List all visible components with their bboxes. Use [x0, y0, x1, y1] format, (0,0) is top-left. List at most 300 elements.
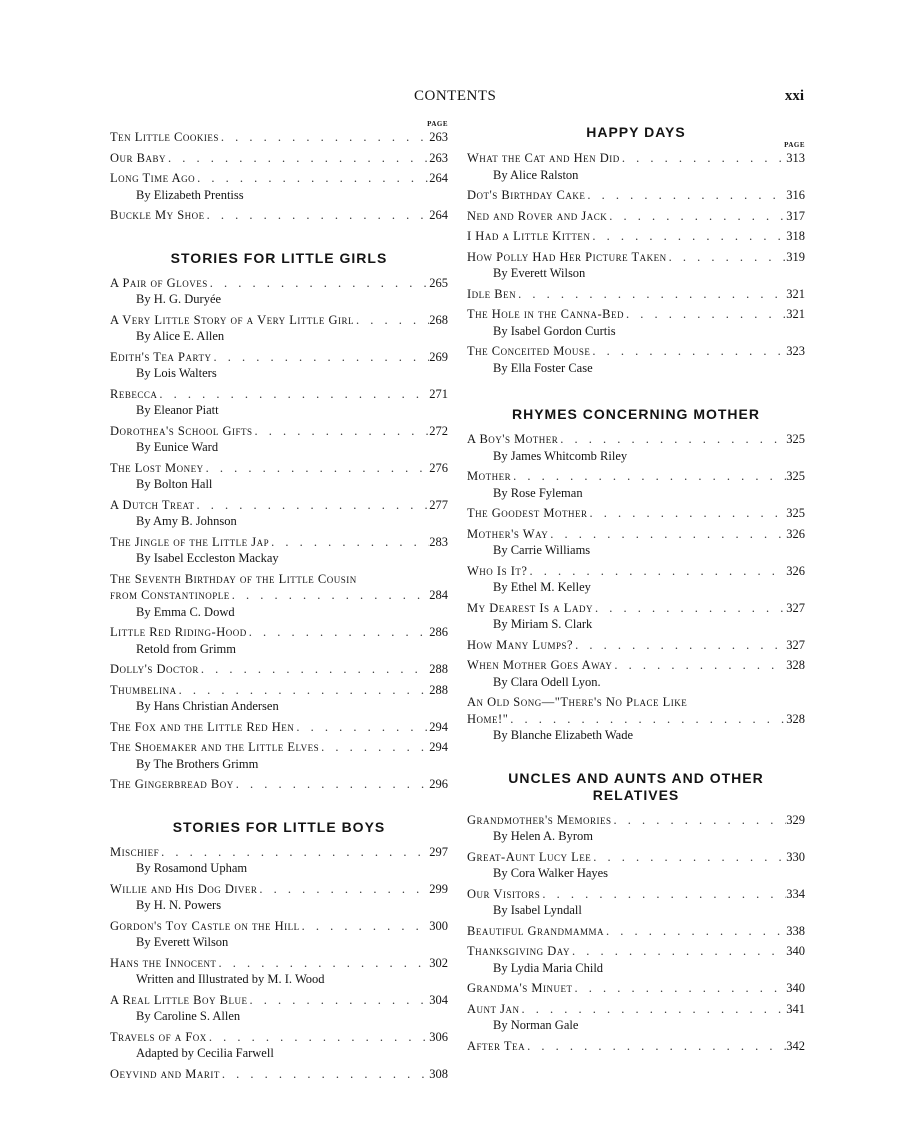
entry-page-number: 294	[429, 740, 448, 754]
dot-leader	[195, 170, 429, 187]
entry-page-number: 325	[786, 506, 805, 520]
toc-entry	[110, 955, 448, 992]
dot-leader	[520, 1001, 787, 1018]
dot-leader	[511, 468, 786, 485]
toc-entry	[110, 844, 448, 881]
entry-row	[467, 526, 805, 543]
dot-leader	[624, 306, 786, 323]
dot-leader	[257, 881, 429, 898]
toc-entry	[110, 992, 448, 1029]
entry-author: By Clara Odell Lyon.	[493, 674, 601, 689]
dot-leader	[159, 844, 429, 861]
entry-title: Oeyvind and Marit	[110, 1066, 220, 1081]
entry-row	[467, 228, 805, 245]
entry-row	[467, 886, 805, 903]
entry-title: Thanksgiving Day	[467, 944, 570, 958]
entry-author: By Rose Fyleman	[493, 485, 583, 500]
entry-row	[467, 150, 805, 167]
toc-entry	[467, 505, 805, 526]
toc-entry	[467, 563, 805, 600]
entry-page-number: 302	[429, 955, 448, 970]
dot-leader	[590, 228, 786, 245]
entry-page-number: 294	[429, 719, 448, 734]
dot-leader	[177, 682, 430, 699]
entry-title: Mischief	[110, 844, 160, 859]
entry-author: By Everett Wilson	[493, 266, 586, 280]
entry-row	[110, 207, 448, 224]
entry-title: I Had a Little Kitten	[467, 229, 591, 243]
toc-entry	[467, 694, 805, 748]
entry-row	[110, 739, 448, 756]
entry-row	[467, 306, 805, 323]
entry-author: By Ethel M. Kelley	[493, 580, 591, 594]
entry-row	[110, 881, 448, 898]
entry-author: By Lydia Maria Child	[493, 960, 604, 975]
entry-author: By Norman Gale	[493, 1018, 579, 1032]
dot-leader	[607, 208, 786, 225]
toc-entry	[110, 386, 448, 423]
entry-author: By Amy B. Johnson	[136, 514, 237, 528]
section-heading: UNCLES AND AUNTS AND OTHER	[508, 769, 764, 786]
entry-page-number: 341	[786, 1001, 805, 1016]
entry-author: By Alice E. Allen	[136, 329, 225, 343]
entry-page-number: 342	[786, 1038, 805, 1053]
entry-row	[110, 682, 448, 699]
dot-leader	[157, 386, 429, 403]
section-heading: STORIES FOR LITTLE BOYS	[172, 818, 386, 835]
dot-leader	[247, 624, 430, 641]
entry-row	[110, 844, 448, 861]
entry-title: Beautiful Grandmamma	[467, 923, 604, 938]
entry-author: By Isabel Gordon Curtis	[493, 323, 616, 338]
toc-entry	[110, 719, 448, 740]
toc-list	[110, 844, 448, 1087]
entry-row	[467, 600, 805, 617]
toc-entry	[467, 431, 805, 468]
section-heading: RHYMES CONCERNING MOTHER	[511, 406, 760, 422]
toc-entry	[110, 207, 448, 228]
entry-row	[110, 1029, 448, 1046]
dot-leader	[207, 1029, 429, 1046]
entry-row	[467, 286, 805, 303]
entry-title: When Mother Goes Away	[467, 658, 613, 672]
toc-entry	[110, 682, 448, 719]
page-column-label: PAGE	[784, 141, 805, 149]
toc-entry	[467, 849, 805, 886]
entry-author: By Blanche Elizabeth Wade	[493, 728, 634, 742]
entry-author: By The Brothers Grimm	[136, 756, 259, 771]
toc-entry	[110, 1029, 448, 1066]
dot-leader	[573, 980, 787, 997]
toc-entry	[110, 661, 448, 682]
dot-leader	[199, 661, 429, 678]
entry-title: Dolly's Doctor	[110, 662, 199, 676]
entry-row	[467, 343, 805, 360]
dot-leader	[247, 992, 429, 1009]
entry-title: How Polly Had Her Picture Taken	[467, 249, 667, 264]
entry-row	[467, 657, 805, 674]
entry-author: By Emma C. Dowd	[136, 604, 235, 619]
entry-author: By Everett Wilson	[136, 935, 229, 949]
entry-author: By Isabel Eccleston Mackay	[136, 551, 279, 565]
entry-title: The Gingerbread Boy	[110, 777, 234, 791]
toc-entry	[110, 534, 448, 571]
toc-entry	[110, 624, 448, 661]
dot-leader	[208, 275, 430, 292]
entry-author: By H. N. Powers	[136, 898, 222, 912]
toc-entry	[110, 150, 448, 171]
toc-entry	[110, 129, 448, 150]
entry-title: Dot's Birthday Cake	[467, 188, 586, 202]
entry-row	[467, 431, 805, 448]
entry-title: from Constantinople	[110, 588, 230, 602]
entry-page-number: 304	[429, 992, 448, 1007]
dot-leader	[269, 534, 429, 551]
toc-entry	[467, 980, 805, 1001]
toc-list	[110, 275, 448, 797]
entry-row	[110, 275, 448, 292]
entry-title: Grandmother's Memories	[467, 812, 612, 827]
entry-title: Buckle My Shoe	[110, 208, 205, 222]
dot-leader	[548, 526, 786, 543]
dot-leader	[300, 918, 430, 935]
dot-leader	[219, 129, 429, 146]
dot-leader	[667, 249, 787, 266]
entry-page-number: 269	[429, 349, 448, 364]
entry-page-number: 284	[429, 588, 448, 602]
entry-row	[110, 312, 448, 329]
entry-title: Willie and His Dog Diver	[110, 881, 258, 896]
toc-entry	[110, 423, 448, 460]
entry-title: Hans the Innocent	[110, 955, 217, 970]
entry-author: By Elizabeth Prentiss	[136, 187, 244, 202]
toc-entry	[110, 170, 448, 207]
entry-page-number: 265	[429, 275, 448, 290]
entry-row	[110, 1066, 448, 1083]
page-column-label: PAGE	[427, 120, 448, 128]
entry-row	[467, 943, 805, 960]
entry-row	[467, 187, 805, 204]
entry-row	[110, 534, 448, 551]
toc-entry	[467, 600, 805, 637]
entry-author: By Eleanor Piatt	[136, 403, 219, 417]
dot-leader	[508, 711, 786, 728]
entry-page-number: 313	[786, 151, 805, 165]
entry-title: Long Time Ago	[110, 171, 196, 185]
entry-title: After Tea	[467, 1038, 526, 1053]
page-header	[0, 88, 900, 110]
entry-page-number: 328	[786, 658, 805, 672]
entry-author: By James Whitcomb Riley	[493, 448, 628, 463]
entry-row	[110, 170, 448, 187]
dot-leader	[525, 1038, 786, 1055]
entry-row	[467, 637, 805, 654]
entry-title: Edith's Tea Party	[110, 349, 212, 364]
dot-leader	[230, 587, 430, 604]
dot-leader	[205, 207, 430, 224]
entry-row	[110, 386, 448, 403]
entry-row	[467, 208, 805, 225]
entry-title: Who Is It?	[467, 563, 528, 578]
dot-leader	[588, 505, 787, 522]
entry-author: By Cora Walker Hayes	[493, 866, 609, 880]
entry-page-number: 329	[786, 812, 805, 827]
entry-row	[110, 661, 448, 678]
entry-page-number: 326	[786, 526, 805, 541]
entry-title: The Conceited Mouse	[467, 344, 591, 358]
entry-page-number: 300	[429, 918, 448, 933]
entry-page-number: 334	[786, 886, 805, 901]
entry-row	[110, 497, 448, 514]
right-column	[467, 120, 805, 1058]
dot-leader	[593, 600, 786, 617]
entry-author: Retold from Grimm	[136, 641, 236, 656]
dot-leader	[354, 312, 429, 329]
entry-row	[110, 150, 448, 167]
dot-leader	[253, 423, 430, 440]
entry-author: By Rosamond Upham	[136, 861, 248, 875]
toc-entry	[467, 637, 805, 658]
entry-author: Adapted by Cecilia Farwell	[136, 1046, 274, 1060]
entry-author: By Eunice Ward	[136, 440, 219, 454]
entry-page-number: 316	[786, 188, 805, 202]
entry-title: A Pair of Gloves	[110, 275, 208, 290]
entry-page-number: 317	[786, 208, 805, 223]
entry-row	[110, 955, 448, 972]
entry-author: By H. G. Duryée	[136, 292, 222, 306]
entry-title: The Shoemaker and the Little Elves	[110, 740, 320, 754]
toc-entry	[110, 739, 448, 776]
toc-entry	[467, 812, 805, 849]
entry-title: What the Cat and Hen Did	[467, 151, 620, 165]
entry-page-number: 277	[429, 497, 448, 512]
entry-row	[110, 719, 448, 736]
entry-page-number: 338	[786, 923, 805, 938]
dot-leader	[570, 943, 786, 960]
entry-title: Mother's Way	[467, 526, 549, 541]
entry-page-number: 318	[786, 229, 805, 243]
entry-author: By Alice Ralston	[493, 167, 579, 182]
entry-row	[467, 711, 805, 728]
entry-title: Aunt Jan	[467, 1001, 520, 1016]
entry-page-number: 271	[429, 386, 448, 401]
section-heading: HAPPY DAYS	[586, 124, 686, 140]
toc-entry	[467, 249, 805, 286]
toc-entry	[110, 349, 448, 386]
entry-title: Our Visitors	[467, 886, 541, 901]
entry-title: The Lost Money	[110, 460, 204, 475]
left-column	[110, 120, 448, 1086]
entry-page-number: 268	[429, 312, 448, 327]
entry-page-number: 276	[429, 460, 448, 475]
entry-title: Our Baby	[110, 150, 166, 165]
entry-row	[467, 812, 805, 829]
entry-author: By Carrie Williams	[493, 543, 591, 557]
toc-entry	[110, 918, 448, 955]
entry-page-number: 286	[429, 625, 448, 639]
toc-list	[467, 812, 805, 1059]
toc-entry	[110, 312, 448, 349]
dot-leader	[211, 349, 429, 366]
entry-row	[110, 992, 448, 1009]
dot-leader	[294, 719, 429, 736]
entry-author: By Ella Foster Case	[493, 360, 593, 375]
entry-title: Idle Ben	[467, 286, 517, 301]
dot-leader	[612, 812, 787, 829]
entry-title: My Dearest Is a Lady	[467, 600, 593, 615]
toc-entry	[467, 1001, 805, 1038]
entry-page-number: 263	[429, 150, 448, 165]
dot-leader	[216, 955, 429, 972]
entry-page-number: 319	[786, 249, 805, 264]
toc-entry	[110, 275, 448, 312]
entry-title: A Dutch Treat	[110, 497, 195, 512]
entry-author: Written and Illustrated by M. I. Wood	[136, 972, 325, 986]
toc-entry	[467, 657, 805, 694]
toc-entry	[110, 571, 448, 625]
entry-title: Dorothea's School Gifts	[110, 423, 253, 438]
page-number: xxi	[784, 88, 804, 104]
entry-title: A Boy's Mother	[467, 432, 559, 446]
dot-leader	[527, 563, 786, 580]
toc-entry	[467, 208, 805, 229]
entry-author: By Bolton Hall	[136, 477, 213, 491]
entry-row	[467, 1001, 805, 1018]
entry-row	[467, 249, 805, 266]
page-title: CONTENTS	[414, 88, 497, 104]
section-heading: RELATIVES	[592, 786, 680, 803]
toc-entry	[110, 1066, 448, 1087]
entry-author: By Caroline S. Allen	[136, 1009, 241, 1023]
entry-page-number: 327	[786, 637, 805, 652]
toc-list	[467, 150, 805, 380]
entry-title: Ned and Rover and Jack	[467, 208, 608, 223]
entry-author: By Isabel Lyndall	[493, 903, 582, 917]
entry-page-number: 296	[429, 777, 448, 791]
entry-row	[467, 505, 805, 522]
entry-page-number: 326	[786, 563, 805, 578]
entry-title: A Very Little Story of a Very Little Girl	[110, 312, 355, 327]
entry-title: A Real Little Boy Blue	[110, 992, 248, 1007]
toc-entry	[110, 776, 448, 797]
toc-entry	[467, 526, 805, 563]
toc-entry	[467, 343, 805, 380]
entry-page-number: 340	[786, 944, 805, 958]
entry-title-line: The Seventh Birthday of the Little Cousin	[110, 571, 357, 586]
entry-row	[467, 468, 805, 485]
toc-entry	[467, 150, 805, 187]
entry-row	[110, 423, 448, 440]
entry-title: Travels of a Fox	[110, 1029, 207, 1044]
entry-row	[467, 980, 805, 997]
dot-leader	[612, 657, 786, 674]
entry-page-number: 263	[429, 130, 448, 144]
toc-entry	[467, 943, 805, 980]
toc-entry	[467, 1038, 805, 1059]
entry-author: By Helen A. Byrom	[493, 829, 593, 843]
entry-page-number: 288	[429, 682, 448, 697]
entry-title: Ten Little Cookies	[110, 130, 219, 144]
entry-author: By Miriam S. Clark	[493, 617, 593, 631]
dot-leader	[620, 150, 786, 167]
entry-row	[110, 776, 448, 793]
entry-row	[467, 923, 805, 940]
entry-title-line: An Old Song—"There's No Place Like	[467, 695, 688, 709]
entry-row	[467, 1038, 805, 1055]
entry-page-number: 306	[429, 1029, 448, 1044]
entry-page-number: 297	[429, 844, 448, 859]
entry-page-number: 288	[429, 662, 448, 676]
section-heading: STORIES FOR LITTLE GIRLS	[170, 249, 388, 266]
entry-page-number: 264	[429, 208, 448, 222]
entry-title: The Goodest Mother	[467, 506, 588, 520]
entry-row	[110, 624, 448, 641]
toc-entry	[110, 881, 448, 918]
entry-title: Home!"	[467, 711, 509, 726]
dot-leader	[204, 460, 430, 477]
toc-entry	[110, 460, 448, 497]
entry-page-number: 283	[429, 534, 448, 549]
entry-title: How Many Lumps?	[467, 637, 574, 652]
entry-page-number: 327	[786, 600, 805, 615]
entry-author: By Hans Christian Andersen	[136, 699, 279, 713]
entry-page-number: 330	[786, 849, 805, 864]
entry-title: Little Red Riding-Hood	[110, 625, 247, 639]
entry-title: The Hole in the Canna-Bed	[467, 307, 624, 321]
toc-list	[110, 129, 448, 228]
toc-entry	[110, 497, 448, 534]
entry-row	[110, 349, 448, 366]
dot-leader	[585, 187, 786, 204]
dot-leader	[195, 497, 430, 514]
dot-leader	[516, 286, 786, 303]
entry-page-number: 264	[429, 171, 448, 185]
entry-row	[110, 918, 448, 935]
entry-page-number: 308	[429, 1066, 448, 1081]
entry-page-number: 325	[786, 432, 805, 446]
toc-entry	[467, 923, 805, 944]
entry-page-number: 323	[786, 344, 805, 358]
entry-title: The Jingle of the Little Jap	[110, 534, 270, 549]
entry-title: Gordon's Toy Castle on the Hill	[110, 918, 300, 933]
toc-entry	[467, 886, 805, 923]
entry-page-number: 340	[786, 981, 805, 995]
toc-entry	[467, 187, 805, 208]
entry-title: Thumbelina	[110, 682, 177, 697]
entry-page-number: 321	[786, 286, 805, 301]
entry-title: Mother	[467, 469, 512, 483]
dot-leader	[558, 431, 786, 448]
entry-title: Grandma's Minuet	[467, 981, 573, 995]
dot-leader	[319, 739, 429, 756]
dot-leader	[220, 1066, 429, 1083]
dot-leader	[590, 343, 786, 360]
entry-row	[467, 849, 805, 866]
entry-page-number: 272	[429, 423, 448, 438]
entry-title: The Fox and the Little Red Hen	[110, 719, 295, 734]
toc-entry	[467, 306, 805, 343]
entry-row	[110, 587, 448, 604]
entry-author: By Lois Walters	[136, 366, 217, 380]
dot-leader	[591, 849, 786, 866]
toc-entry	[467, 228, 805, 249]
entry-page-number: 325	[786, 469, 805, 483]
dot-leader	[573, 637, 786, 654]
entry-row	[110, 129, 448, 146]
dot-leader	[604, 923, 786, 940]
entry-page-number: 328	[786, 711, 805, 726]
dot-leader	[234, 776, 430, 793]
